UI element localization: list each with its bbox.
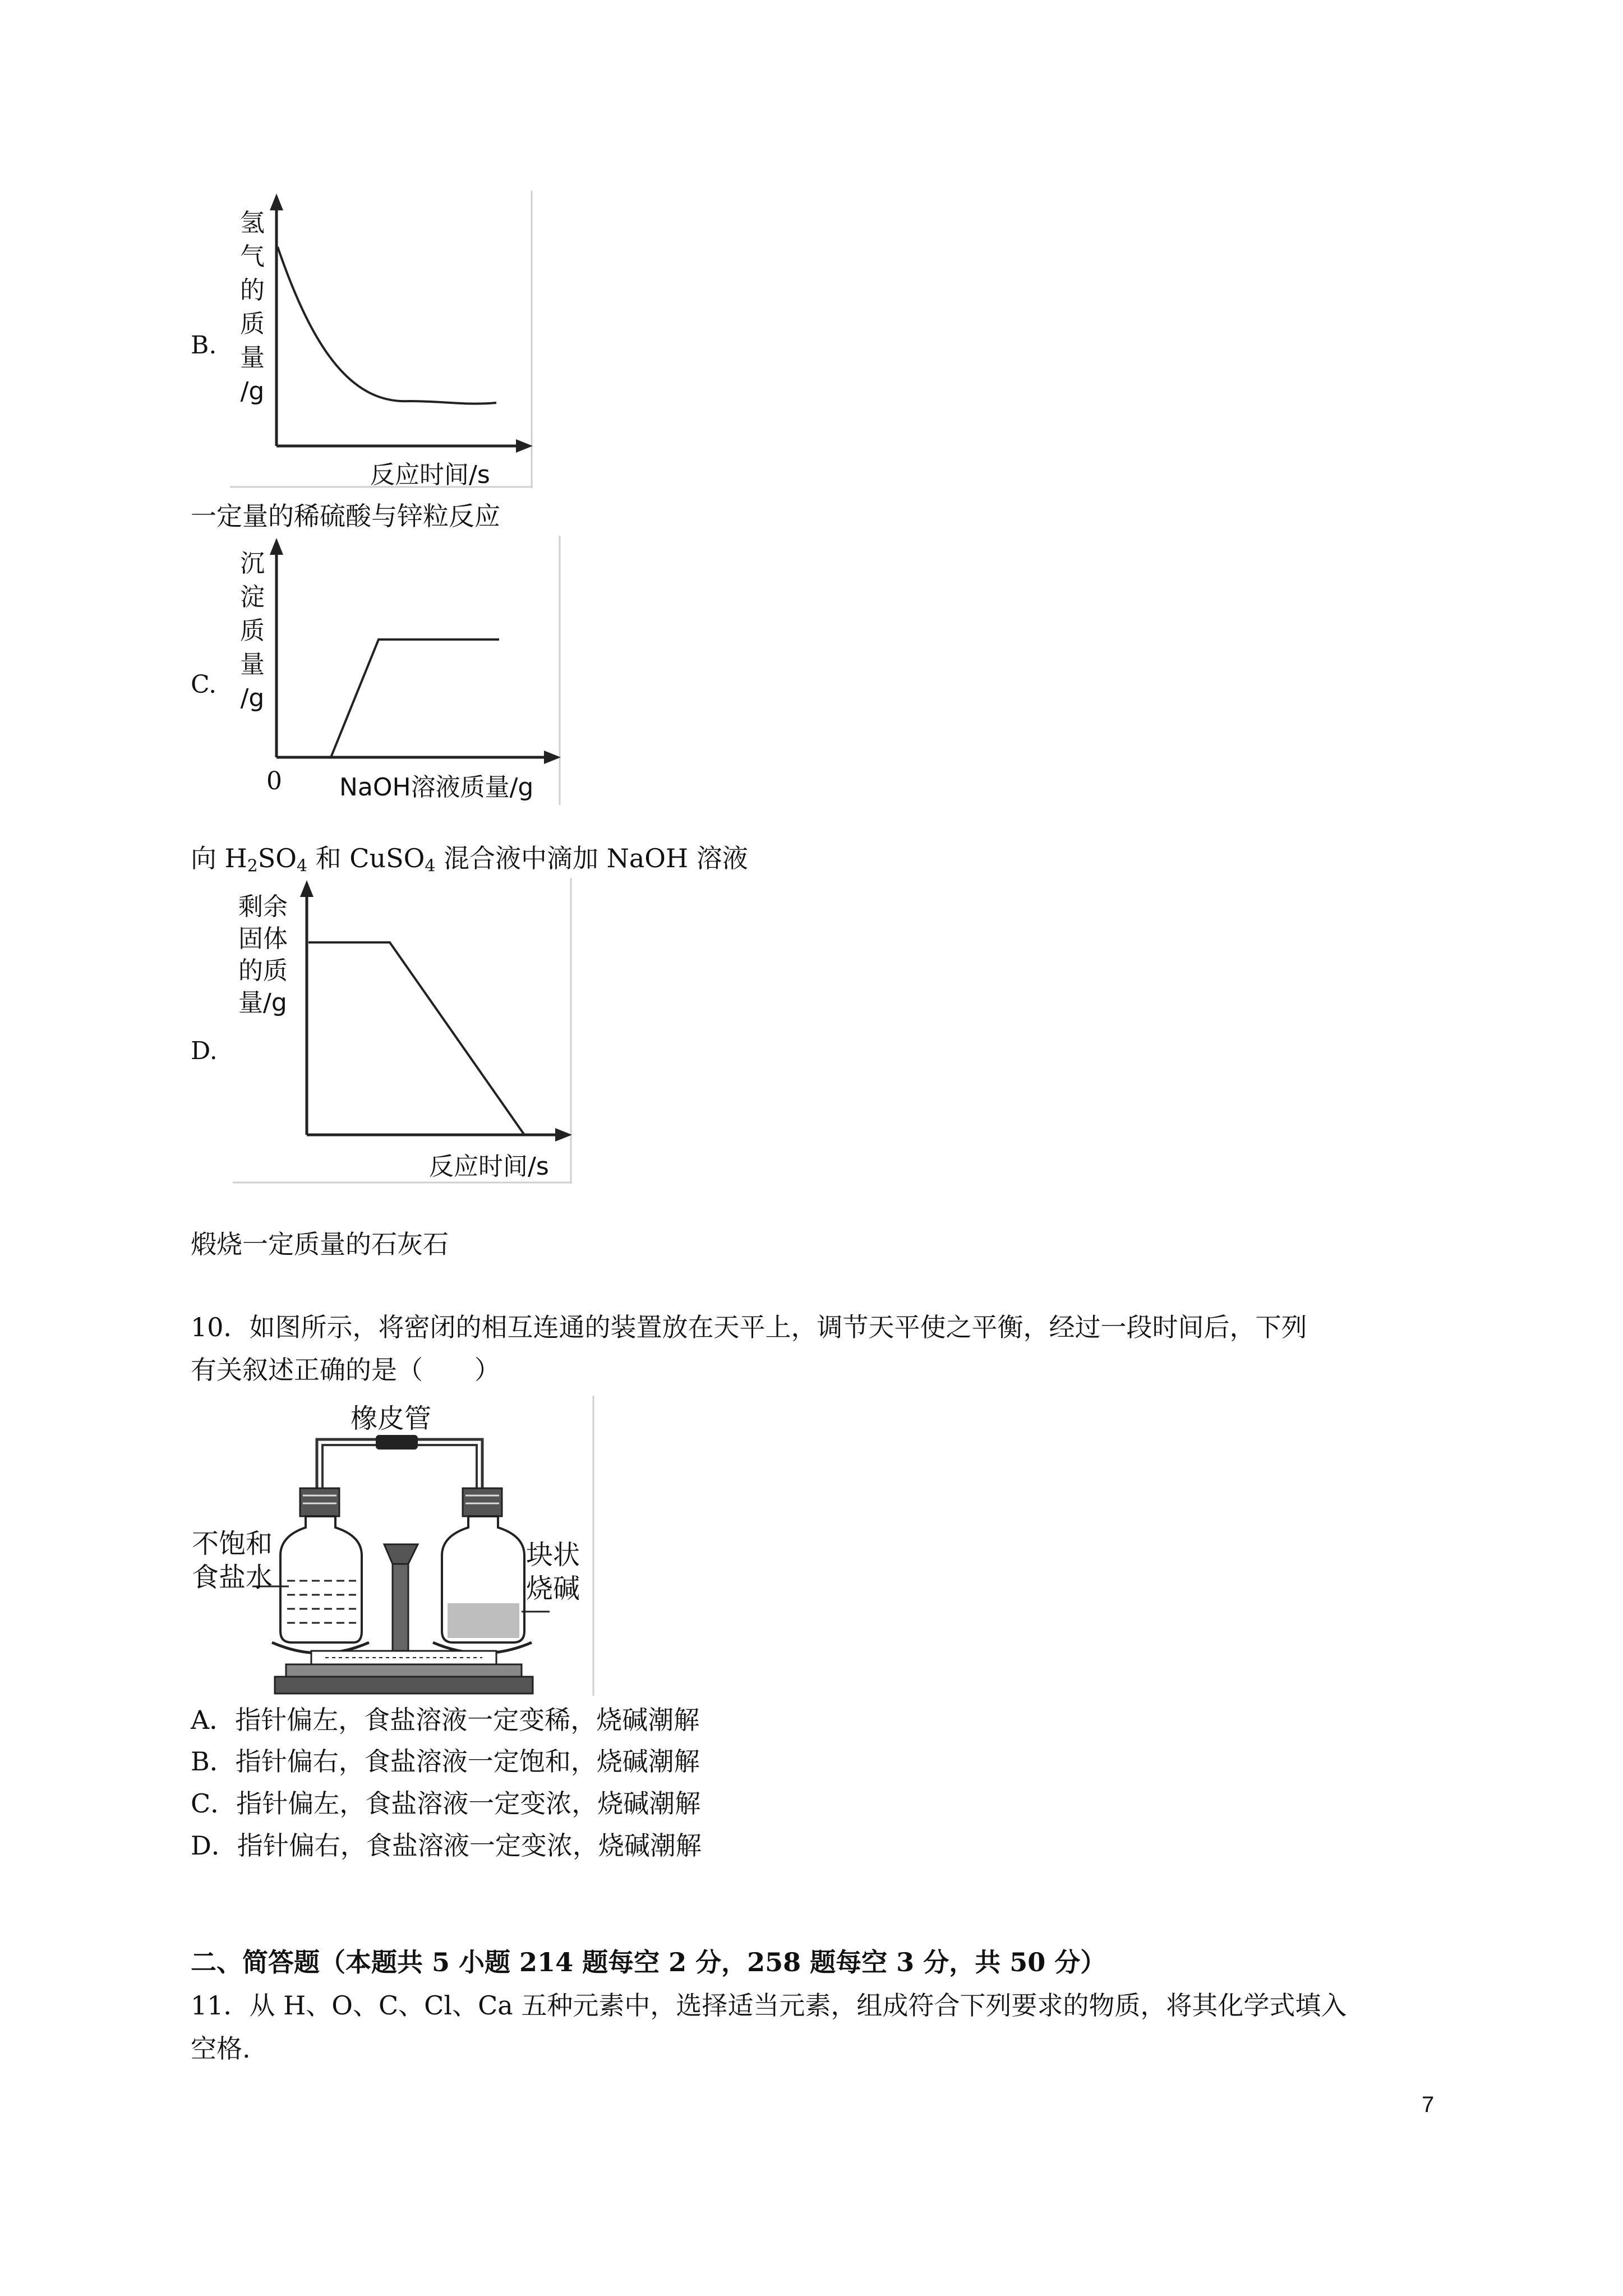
- y-label-2: 气: [240, 242, 265, 271]
- chart-hydrogen-mass: [230, 191, 533, 488]
- y-label-line-3: 的质: [238, 956, 288, 985]
- y-axis-arrow: [300, 880, 313, 897]
- page-number: 7: [1422, 2092, 1435, 2117]
- option-b-caption: 一定量的稀硫酸与锌粒反应: [191, 501, 500, 531]
- y-label-line-1: 剩余: [238, 892, 288, 921]
- y-label-3: 质: [240, 616, 265, 645]
- y-label-2: 淀: [240, 583, 265, 611]
- y-label-3: 的: [240, 276, 265, 305]
- y-label-4: 量: [240, 650, 265, 679]
- label-rubber-tube: 橡皮管: [351, 1403, 432, 1434]
- balance-post: [393, 1550, 408, 1651]
- left-stopper: [300, 1488, 339, 1516]
- option-c-label: C.: [191, 670, 217, 699]
- balance-base: [275, 1677, 533, 1694]
- right-stopper: [463, 1488, 502, 1516]
- q11-line-2: 空格.: [191, 2033, 251, 2064]
- y-label-1: 沉: [240, 549, 265, 578]
- y-label-5: 量: [240, 343, 265, 372]
- section2-heading: 二、简答题（本题共 5 小题 214 题每空 2 分，258 题每空 3 分，共 50 分）: [191, 1947, 1106, 1977]
- q10-stem-line-1: 10．如图所示，将密闭的相互连通的装置放在天平上，调节天平使之平衡，经过一段时间后，下列: [191, 1312, 1307, 1342]
- y-axis-arrow: [270, 538, 283, 555]
- x-axis-arrow: [516, 439, 533, 453]
- solid-naoh: [448, 1603, 519, 1638]
- y-label-6: /g: [240, 377, 265, 406]
- q10-option-b: B．指针偏右，食盐溶液一定饱和，烧碱潮解: [191, 1746, 700, 1777]
- q10-stem-line-2: 有关叙述正确的是（ ）: [191, 1355, 500, 1385]
- chart-precipitate-mass: [230, 536, 561, 805]
- rubber-tube: [376, 1435, 418, 1450]
- option-c-caption: 向 $H_2SO_4$ 和 CuSO$_4$ 混合液中滴加 NaOH 溶液: [191, 843, 748, 876]
- option-d-label: D.: [191, 1037, 218, 1065]
- chart-remaining-solid: [233, 878, 572, 1184]
- q10-option-a: A．指针偏左，食盐溶液一定变稀，烧碱潮解: [191, 1705, 700, 1735]
- decay-curve: [278, 247, 496, 404]
- precipitate-line: [331, 639, 499, 757]
- y-label-line-2: 固体: [238, 924, 288, 953]
- label-saltwater: 食盐水: [192, 1562, 273, 1593]
- y-label-5: /g: [240, 684, 265, 712]
- q11-line-1: 11．从 H、O、C、Cl、Ca 五种元素中，选择适当元素，组成符合下列要求的物质，将其化学式填入: [191, 1990, 1347, 2021]
- x-label: 反应时间/s: [370, 461, 490, 489]
- x-axis-arrow: [544, 751, 561, 764]
- x-axis-arrow: [555, 1128, 572, 1142]
- label-caustic-soda: 烧碱: [526, 1573, 580, 1604]
- x-label: 反应时间/s: [429, 1152, 549, 1181]
- q10-option-d: D．指针偏右，食盐溶液一定变浓，烧碱潮解: [191, 1830, 702, 1861]
- origin-label: 0: [266, 767, 282, 795]
- chart-hydrogen-mass-svg: [230, 191, 533, 488]
- balance-base-top: [286, 1664, 522, 1677]
- x-label: NaOH溶液质量/g: [339, 773, 534, 802]
- y-axis-arrow: [270, 194, 283, 210]
- option-d-caption: 煅烧一定质量的石灰石: [191, 1229, 449, 1259]
- balance-apparatus-figure: [191, 1396, 594, 1696]
- chart-precipitate-mass-svg: [230, 536, 561, 805]
- label-unsaturated: 不饱和: [192, 1528, 273, 1559]
- solid-mass-line: [308, 942, 524, 1135]
- option-b-label: B.: [191, 331, 217, 360]
- y-label-4: 质: [240, 310, 265, 338]
- y-label-1: 氢: [240, 209, 265, 237]
- label-lump: 块状: [526, 1539, 580, 1571]
- y-label-line-4: 量/g: [238, 988, 287, 1017]
- q10-option-c: C．指针偏左，食盐溶液一定变浓，烧碱潮解: [191, 1788, 701, 1819]
